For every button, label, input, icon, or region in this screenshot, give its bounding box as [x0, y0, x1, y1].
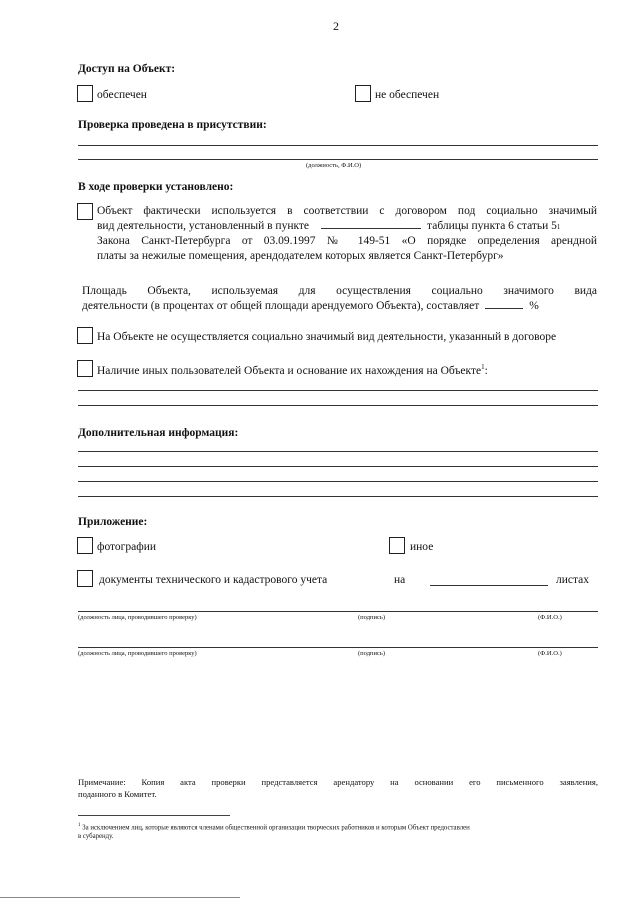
access-provided-checkbox[interactable]: [77, 85, 93, 102]
finding-other-users-checkbox[interactable]: [77, 360, 93, 377]
finding-not-used-text: На Объекте не осуществляется социально значимый вид деятельности, указанный в договоре: [97, 331, 557, 343]
footnote: [78, 823, 598, 842]
finding-other-users-label: Наличие иных пользователей Объекта и основание их нахождения на Объекте: [97, 364, 482, 377]
additional-line-2[interactable]: [78, 466, 598, 467]
note: [78, 776, 598, 801]
finding-use-line4: платы за нежилые помещения, арендодателем которых является Санкт-Петербург»: [97, 249, 504, 262]
signature-1-name: (Ф.И.О.): [538, 614, 562, 621]
attach-photos-label: фотографии: [97, 541, 157, 553]
presence-line-2[interactable]: [78, 159, 598, 160]
additional-line-1[interactable]: [78, 451, 598, 452]
signature-2-name: (Ф.И.О.): [538, 650, 562, 657]
attach-docs-label: документы технического и кадастрового учета: [99, 574, 328, 586]
additional-line-3[interactable]: [78, 481, 598, 482]
bottom-edge-mark: [0, 897, 240, 898]
attach-docs-on: на: [394, 574, 406, 586]
access-not-provided-label: не обеспечен: [375, 89, 440, 101]
access-not-provided-checkbox[interactable]: [355, 85, 371, 102]
footnote-mark: 1: [78, 823, 81, 828]
attach-sheets-count-field[interactable]: [430, 585, 548, 586]
presence-heading: Проверка проведена в присутствии:: [78, 119, 267, 131]
clause-number-field[interactable]: [321, 219, 421, 229]
footnote-line1: За исключением лиц, которые являются членами общественной организации творческих работников и которым Объект предоставлен: [82, 824, 470, 832]
footnote-line2: в субаренду.: [78, 833, 114, 841]
signature-line-2[interactable]: [78, 647, 598, 648]
finding-use-line2b: таблицы пункта 6 статьи 5: [427, 219, 557, 232]
attach-other-checkbox[interactable]: [389, 537, 405, 554]
findings-heading: В ходе проверки установлено:: [78, 181, 234, 193]
area-line2-text: деятельности (в процентах от общей площади арендуемого Объекта), составляет: [82, 299, 480, 312]
signature-2-signature: (подпись): [358, 650, 385, 657]
area-percent-field[interactable]: [485, 299, 523, 309]
other-users-line-1[interactable]: [78, 390, 598, 391]
finding-use-line1: Объект фактически используется в соответствии с договором под социально значимый: [97, 205, 597, 217]
page-number: 2: [333, 19, 339, 33]
area-text: [82, 284, 597, 314]
finding-use-line2: [97, 219, 597, 234]
additional-heading: Дополнительная информация:: [78, 427, 239, 439]
note-line2: поданного в Комитет.: [78, 789, 157, 800]
other-users-line-2[interactable]: [78, 405, 598, 406]
finding-use-sup: 1: [556, 222, 561, 231]
footnote-separator: [78, 815, 230, 816]
signature-1-position: (должность лица, проводившего проверку): [78, 614, 197, 621]
access-heading: Доступ на Объект:: [78, 63, 176, 75]
signature-2-position: (должность лица, проводившего проверку): [78, 650, 197, 657]
signature-line-1[interactable]: [78, 611, 598, 612]
finding-other-users-text: [97, 363, 488, 378]
area-line1: Площадь Объекта, используемая для осуществления социально значимого вида: [82, 285, 597, 297]
attach-sheets-label: листах: [556, 574, 590, 586]
finding-other-users-sup: 1: [481, 363, 485, 371]
finding-use-line2a: вид деятельности, установленный в пункте: [97, 219, 310, 232]
attachment-heading: Приложение:: [78, 516, 148, 528]
presence-caption: (должность, Ф.И.О): [306, 162, 362, 169]
area-percent-unit: %: [529, 299, 539, 312]
attach-other-label: иное: [410, 541, 434, 553]
footnote-line1-wrap: [78, 823, 598, 833]
finding-use-checkbox[interactable]: [77, 203, 93, 220]
note-line1: Примечание: Копия акта проверки представляется арендатору на основании его письменного заявления,: [78, 777, 598, 787]
access-provided-label: обеспечен: [97, 89, 147, 101]
attach-docs-checkbox[interactable]: [77, 570, 93, 587]
signature-1-signature: (подпись): [358, 614, 385, 621]
area-line2: [82, 299, 597, 314]
finding-not-used-checkbox[interactable]: [77, 327, 93, 344]
presence-line-1[interactable]: [78, 145, 598, 146]
finding-other-users-colon: :: [484, 364, 488, 377]
finding-use-text: [97, 204, 597, 264]
finding-use-line3: Закона Санкт-Петербурга от 03.09.1997 № 149-51 «О порядке определения арендной: [97, 234, 597, 247]
attach-photos-checkbox[interactable]: [77, 537, 93, 554]
additional-line-4[interactable]: [78, 496, 598, 497]
